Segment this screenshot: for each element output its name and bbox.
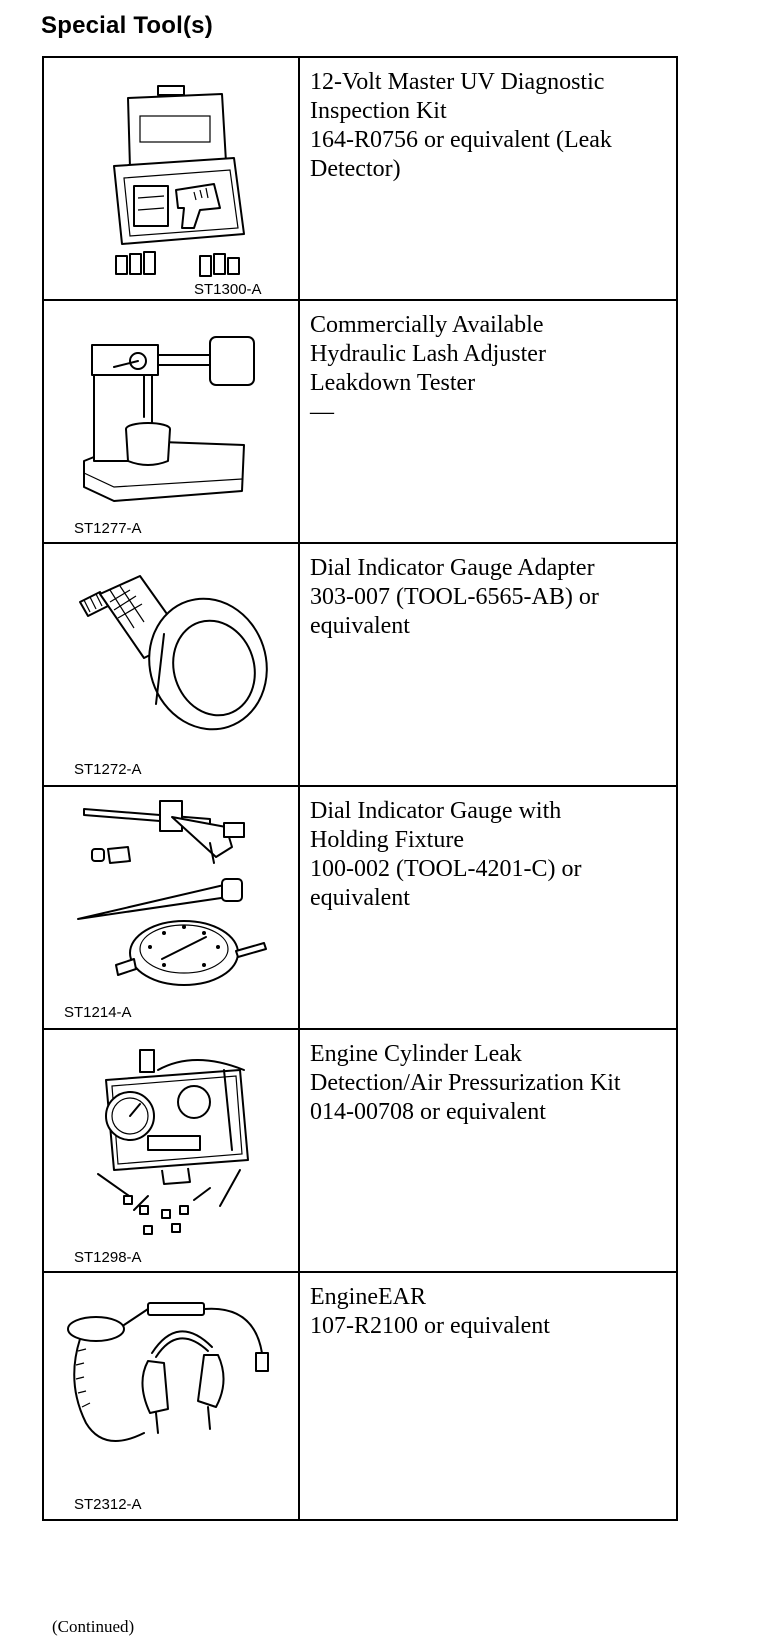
gauge-adapter-illustration: [44, 544, 298, 785]
engineear-illustration: [44, 1273, 298, 1519]
figure-code: ST1300-A: [194, 281, 262, 298]
tool-row: [43, 786, 677, 1029]
continued-note: (Continued): [52, 1617, 135, 1636]
tool-illustration-cell: [43, 786, 299, 1029]
tool-description: 12-Volt Master UV Diagnostic Inspection Kit 164-R0756 or equivalent (Leak Detector): [299, 57, 677, 300]
figure-code: ST1277-A: [74, 520, 142, 537]
tool-illustration-cell: [43, 1272, 299, 1520]
tool-row: [43, 1272, 677, 1520]
page-heading: Special Tool(s): [41, 12, 213, 39]
figure-code: ST1214-A: [64, 1004, 132, 1021]
tool-illustration-cell: [43, 300, 299, 543]
tool-illustration-cell: [43, 543, 299, 786]
tool-description: Dial Indicator Gauge with Holding Fixture 100-002 (TOOL-4201-C) or equivalent: [299, 786, 677, 1029]
figure-code: ST2312-A: [74, 1496, 142, 1513]
figure-code: ST1272-A: [74, 761, 142, 778]
leak-detection-kit-illustration: [44, 1030, 298, 1271]
tool-row: [43, 1029, 677, 1272]
special-tools-table: [42, 56, 678, 1521]
tool-illustration-cell: [43, 1029, 299, 1272]
tool-description: Commercially Available Hydraulic Lash Adjuster Leakdown Tester —: [299, 300, 677, 543]
tool-row: [43, 300, 677, 543]
tool-row: [43, 543, 677, 786]
tool-description: Engine Cylinder Leak Detection/Air Pressurization Kit 014-00708 or equivalent: [299, 1029, 677, 1272]
dial-indicator-fixture-illustration: [44, 787, 298, 1028]
tool-illustration-cell: [43, 57, 299, 300]
uv-diagnostic-kit-illustration: [44, 58, 298, 299]
tool-description: Dial Indicator Gauge Adapter 303-007 (TOOL-6565-AB) or equivalent: [299, 543, 677, 786]
figure-code: ST1298-A: [74, 1249, 142, 1266]
tool-row: [43, 57, 677, 300]
leakdown-tester-illustration: [44, 301, 298, 542]
tool-description: EngineEAR 107-R2100 or equivalent: [299, 1272, 677, 1520]
